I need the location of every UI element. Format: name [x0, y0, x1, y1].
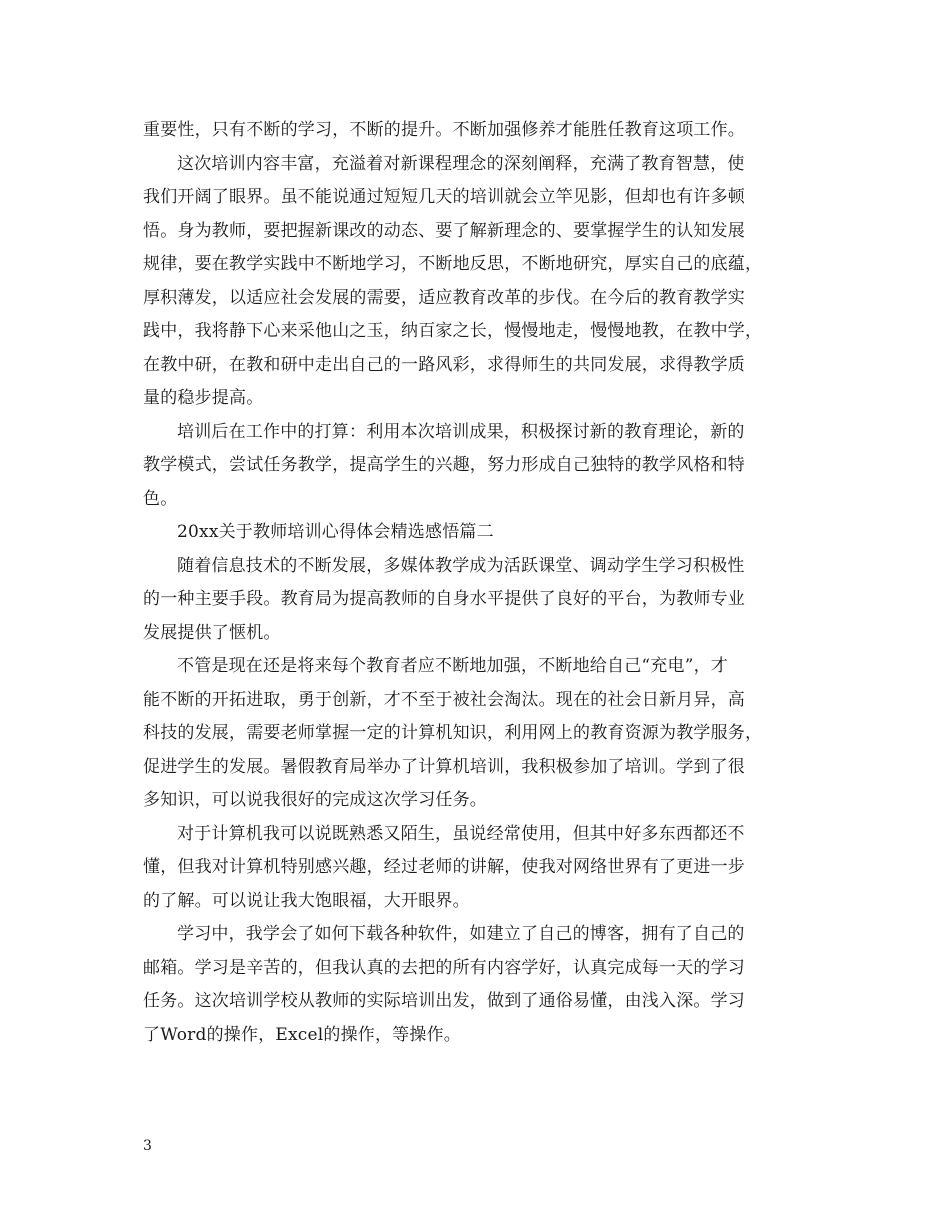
paragraph-first-line: 随着信息技术的不断发展，多媒体教学成为活跃课堂、调动学生学习积极性 — [177, 555, 745, 576]
text-line: 邮箱。学习是辛苦的，但我认真的去把的所有内容学好，认真完成每一天的学习 — [143, 957, 745, 978]
text-line: 的了解。可以说让我大饱眼福，大开眼界。 — [143, 890, 470, 911]
page-number: 3 — [143, 1138, 152, 1154]
text-line: 科技的发展，需要老师掌握一定的计算机知识，利用网上的教育资源为教学服务， — [143, 723, 763, 743]
text-line: 任务。这次培训学校从教师的实际培训出发，做到了通俗易懂，由浅入深。学习 — [143, 991, 745, 1011]
text-line: 教学模式，尝试任务教学，提高学生的兴趣，努力形成自己独特的教学风格和特 — [143, 455, 745, 475]
text-line: 重要性，只有不断的学习，不断的提升。不断加强修养才能胜任教育这项工作。 — [143, 120, 745, 140]
paragraph-first-line: 对于计算机我可以说既熟悉又陌生，虽说经常使用，但其中好多东西都还不 — [177, 823, 745, 844]
text-line: 厚积薄发，以适应社会发展的需要，适应教育改革的步伐。在今后的教育教学实 — [143, 287, 745, 308]
text-line: 多知识，可以说我很好的完成这次学习任务。 — [143, 790, 487, 810]
text-line: 色。 — [143, 488, 178, 509]
paragraph-first-line: 学习中，我学会了如何下载各种软件，如建立了自己的博客，拥有了自己的 — [177, 924, 745, 944]
paragraph-first-line: 这次培训内容丰富，充溢着对新课程理念的深刻阐释，充满了教育智慧，使 — [177, 153, 745, 174]
text-line: 悟。身为教师，要把握新课改的动态、要了解新理念的、要掌握学生的认知发展 — [143, 220, 745, 241]
text-line: 在教中研，在教和研中走出自己的一路风彩，求得师生的共同发展，求得教学质 — [143, 354, 745, 375]
paragraph-first-line: 培训后在工作中的打算：利用本次培训成果，积极探讨新的教育理论，新的 — [177, 421, 745, 442]
text-line: 我们开阔了眼界。虽不能说通过短短几天的培训就会立竿见影，但却也有许多顿 — [143, 187, 745, 207]
text-line: 能不断的开拓进取，勇于创新，才不至于被社会淘汰。现在的社会日新月异，高 — [143, 689, 745, 710]
text-line: 践中，我将静下心来采他山之玉，纳百家之长，慢慢地走，慢慢地教，在教中学， — [143, 321, 763, 341]
text-line: 促进学生的发展。暑假教育局举办了计算机培训，我积极参加了培训。学到了很 — [143, 756, 745, 777]
text-line: 规律，要在教学实践中不断地学习，不断地反思，不断地研究，厚实自己的底蕴， — [143, 254, 763, 274]
document-body — [143, 114, 813, 1052]
paragraph-first-line: 不管是现在还是将来每个教育者应不断地加强，不断地给自己“充电”，才 — [177, 656, 728, 676]
section-heading: 20xx关于教师培训心得体会精选感悟篇二 — [177, 522, 494, 542]
text-line: 发展提供了惬机。 — [143, 622, 281, 643]
text-line: 了Word的操作，Excel的操作，等操作。 — [143, 1024, 461, 1045]
text-line: 的一种主要手段。教育局为提高教师的自身水平提供了良好的平台，为教师专业 — [143, 589, 745, 609]
text-line: 懂，但我对计算机特别感兴趣，经过老师的讲解，使我对网络世界有了更进一步 — [143, 857, 745, 877]
text-line: 量的稳步提高。 — [143, 388, 264, 408]
